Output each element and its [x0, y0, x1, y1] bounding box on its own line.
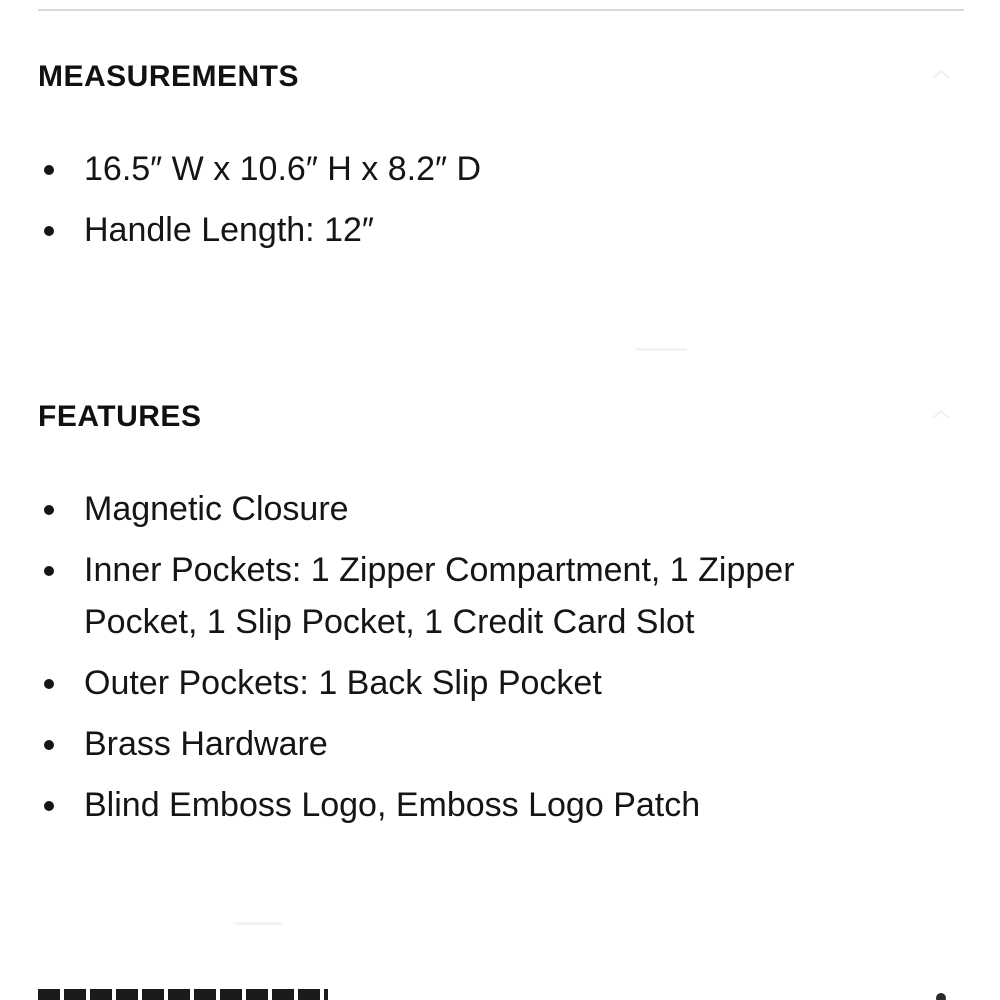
list-item-text: Outer Pockets: 1 Back Slip Pocket — [84, 664, 602, 702]
list-item — [0, 483, 904, 535]
features-header[interactable] — [0, 392, 1000, 442]
next-section-header[interactable] — [0, 975, 1000, 1000]
divider — [635, 348, 687, 351]
chevron-up-icon[interactable] — [930, 64, 952, 86]
list-item-text: Brass Hardware — [84, 725, 328, 763]
divider — [235, 922, 283, 925]
list-item — [0, 204, 904, 256]
list-item-text: Inner Pockets: 1 Zipper Compartment, 1 Zipper Pocket, 1 Slip Pocket, 1 Credit Card Slot — [84, 551, 795, 641]
features-title: FEATURES — [38, 400, 202, 433]
bullet-icon — [44, 566, 54, 576]
bullet-icon — [44, 226, 54, 236]
measurements-title: MEASUREMENTS — [38, 60, 300, 93]
list-item — [0, 143, 904, 195]
bullet-icon — [44, 505, 54, 515]
list-item-text: Magnetic Closure — [84, 490, 349, 528]
list-item — [0, 657, 904, 709]
chevron-up-icon[interactable] — [930, 404, 952, 426]
measurements-section — [0, 52, 1000, 249]
list-item-text: 16.5″ W x 10.6″ H x 8.2″ D — [84, 150, 482, 188]
measurements-header[interactable] — [0, 52, 1000, 102]
bullet-icon — [44, 801, 54, 811]
next-section-title — [38, 989, 328, 1000]
list-item-text: Blind Emboss Logo, Emboss Logo Patch — [84, 786, 701, 824]
measurements-list — [0, 143, 904, 265]
bullet-icon — [44, 740, 54, 750]
top-divider — [38, 9, 964, 11]
features-section — [0, 392, 1000, 824]
bullet-icon — [44, 165, 54, 175]
list-item-text: Handle Length: 12″ — [84, 211, 374, 249]
list-item — [0, 544, 904, 648]
list-item — [0, 779, 904, 831]
list-item — [0, 718, 904, 770]
bullet-icon — [44, 679, 54, 689]
features-list — [0, 483, 904, 840]
chevron-down-icon[interactable] — [936, 993, 946, 1000]
